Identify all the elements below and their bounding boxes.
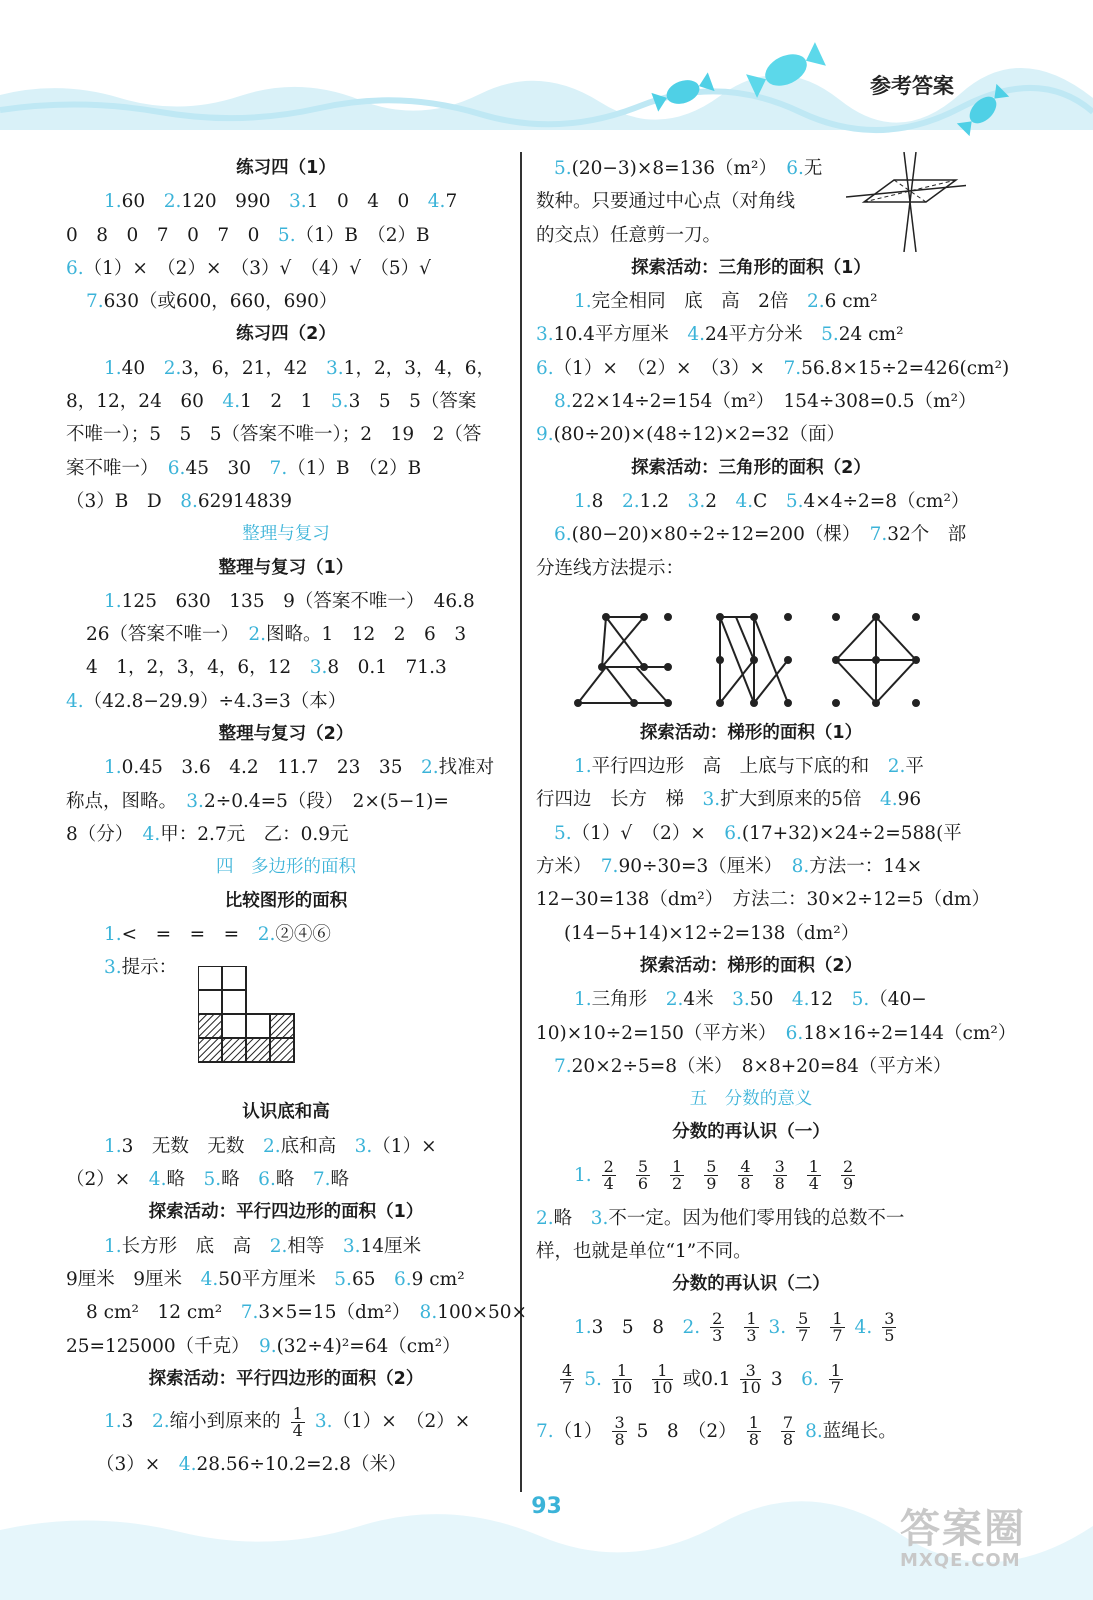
watermark: [900, 1508, 1026, 1571]
fraction: $\frac{1}{7}$: [832, 1309, 843, 1346]
answer-line: 1.3 5 8 2. $\frac{2}{3}$ $\frac{1}{3}$ 3. $\frac{5}{7}$ $\frac{1}{7}$ 4. $\frac{3}{5}$: [574, 1309, 895, 1346]
dot-grid-diagrams: [536, 585, 956, 715]
fraction: $\frac{2}{9}$: [842, 1157, 854, 1194]
section-heading: 分数的再认识（二）: [672, 1274, 830, 1295]
answer-line: 7.630（或600，660，690）: [86, 291, 338, 313]
fraction: $\frac{1}{7}$: [830, 1361, 841, 1398]
answer-line: 25=125000（千克） 9.(32÷4)²=64（cm²）: [66, 1335, 461, 1357]
chapter-heading: 五 分数的意义: [689, 1089, 813, 1110]
column-divider: [520, 152, 522, 1492]
answer-line: 方米） 7.90÷30=3（厘米） 8.方法一：14×: [536, 856, 923, 878]
fraction: $\frac{3}{8}$: [614, 1413, 625, 1450]
dot-figure-2: [717, 614, 791, 706]
answer-line: 1. $\frac{2}{4}$ $\frac{5}{6}$ $\frac{1}{2}$ $\frac{5}{9}$ $\frac{4}{8}$ $\frac{3}{8}$ $\frac{1}{4}$ $\frac{2}{9}$: [536, 1150, 966, 1202]
answer-line: 1.3 无数 无数 2.底和高 3.（1）×: [104, 1135, 437, 1157]
section-heading: 探索活动：三角形的面积（1）: [631, 257, 871, 278]
fraction: $\frac{4}{8}$: [740, 1157, 751, 1194]
fraction: $\frac{7}{8}$: [782, 1413, 794, 1450]
answer-line: 1.60 2.120 990 3.1 0 4 0 4.7: [104, 191, 458, 213]
fraction: $\frac{2}{4}$: [603, 1157, 614, 1194]
fraction: $\frac{5}{9}$: [706, 1157, 717, 1194]
shaded-grid-diagram: [198, 966, 318, 1066]
answer-line: (14−5+14)×12÷2=138（dm²）: [564, 922, 860, 944]
fraction: $\frac{1}{3}$: [746, 1309, 757, 1346]
dot-figure-3: [833, 614, 919, 706]
answer-line: 10)×10÷2=150（平方米） 6.18×16÷2=144（cm²）: [536, 1022, 1017, 1044]
right-column: [536, 152, 1017, 1458]
answer-line: 12−30=138（dm²） 方法二：30×2÷12=5（dm）: [536, 889, 990, 911]
answer-line: 样，也就是单位“1”不同。: [536, 1241, 752, 1263]
answer-line: 7.20×2÷5=8（米） 8×8+20=84（平方米）: [554, 1055, 952, 1077]
answer-line: 3.10.4平方厘米 4.24平方分米 5.24 cm²: [536, 324, 904, 346]
fraction: $\frac{5}{6}$: [637, 1157, 649, 1194]
answer-line: （3）B D 8.62914839: [66, 490, 293, 512]
grid-figure: [66, 984, 506, 1084]
answer-line: 1.完全相同 底 高 2倍 2.6 cm²: [574, 291, 878, 313]
section-heading: 分数的再认识（一）: [672, 1122, 830, 1143]
section-heading: 探索活动：三角形的面积（2）: [631, 457, 871, 478]
answer-line: 4 1，2，3，4，6，12 3.8 0.1 71.3: [86, 657, 447, 679]
answer-line: 6.（1）× （2）× （3）√ （4）√ （5）√: [66, 257, 431, 279]
section-heading: 探索活动：平行四边形的面积（1）: [148, 1202, 424, 1223]
answer-line: 1.3 2.缩小到原来的 $\frac{1}{4}$ 3.（1）× （2）×: [104, 1403, 471, 1440]
answer-line: 分连线方法提示：: [536, 557, 685, 579]
answer-line: 不唯一）；5 5 5（答案不唯一）；2 19 2（答: [66, 424, 482, 446]
answer-line: 案不唯一） 6.45 30 7.（1）B （2）B: [66, 457, 422, 479]
answer-line: 2.略 3.不一定。因为他们零用钱的总数不一: [536, 1207, 905, 1229]
section-heading: 比较图形的面积: [224, 890, 348, 911]
answer-line: 1.三角形 2.4米 3.50 4.12 5.（40−: [574, 989, 927, 1011]
watermark-url: MXQE.COM: [900, 1550, 1021, 1571]
answer-line: 称点，图略。 3.2÷0.4=5（段） 2×(5−1)=: [66, 790, 449, 812]
section-heading: 整理与复习（2）: [218, 724, 354, 745]
parallelogram-cut-diagram: [846, 152, 966, 252]
page-header: [0, 0, 1093, 150]
answer-line: （3）× 4.28.56÷10.2=2.8（米）: [96, 1454, 407, 1476]
answer-line: 6.（1）× （2）× （3）× 7.56.8×15÷2=426(cm²): [536, 357, 1010, 379]
answer-line: 1.平行四边形 高 上底与下底的和 2.平: [574, 756, 924, 778]
answer-line: 8.22×14÷2=154（m²） 154÷308=0.5（m²）: [554, 391, 977, 413]
answer-line: 9厘米 9厘米 4.50平方厘米 5.65 6.9 cm²: [66, 1268, 465, 1290]
answer-line: 3.提示：: [104, 957, 178, 979]
section-heading: 探索活动：梯形的面积（2）: [639, 955, 863, 976]
chapter-heading: 四 多边形的面积: [216, 857, 356, 878]
answer-line: 5.(20−3)×8=136（m²） 6.无: [554, 158, 823, 179]
fraction: $\frac{3}{10}$: [740, 1361, 761, 1398]
section-heading: 探索活动：梯形的面积（1）: [639, 722, 863, 743]
answer-line: 1.< = = = 2.②④⑥: [104, 923, 331, 945]
answer-line: 8，12，24 60 4.1 2 1 5.3 5 5（答案: [66, 391, 477, 413]
dot-connect-figures: [536, 585, 966, 715]
answer-line: （2）× 4.略 5.略 6.略 7.略: [66, 1169, 350, 1191]
answer-line: 数种。只要通过中心点（对角线: [536, 191, 796, 213]
fraction: $\frac{1}{4}$: [808, 1157, 819, 1194]
page-number: 93: [531, 1494, 562, 1519]
answer-line: 8（分） 4.甲：2.7元 乙：0.9元: [66, 823, 349, 845]
fraction: $\frac{1}{8}$: [748, 1413, 759, 1450]
fraction: $\frac{1}{10}$: [652, 1361, 673, 1398]
answer-line: 7.（1） $\frac{3}{8}$ 5 8 （2） $\frac{1}{8}$ $\frac{7}{8}$ 8.蓝绳长。: [536, 1413, 897, 1450]
answer-line: 4.（42.8−29.9）÷4.3=3（本）: [66, 690, 347, 712]
answer-line: $\frac{4}{7}$ 5. $\frac{1}{10}$ $\frac{1}{10}$ 或0.1 $\frac{3}{10}$ 3 6. $\frac{1}{7}$: [562, 1361, 841, 1398]
left-column: [66, 152, 528, 1481]
section-heading: 整理与复习（1）: [218, 557, 354, 578]
section-heading: 练习四（2）: [236, 324, 336, 345]
section-heading: 探索活动：平行四边形的面积（2）: [148, 1368, 424, 1389]
answer-line: 1.8 2.1.2 3.2 4.C 5.4×4÷2=8（cm²）: [574, 490, 970, 512]
fraction: $\frac{1}{2}$: [672, 1157, 683, 1194]
answer-line: 5.（1）√ （2）× 6.(17+32)×24÷2=588(平: [554, 822, 962, 844]
fraction: $\frac{5}{7}$: [798, 1309, 809, 1346]
answer-line: 9.(80÷20)×(48÷12)×2=32（面）: [536, 424, 846, 446]
answer-line: 0 8 0 7 0 7 0 5.（1）B （2）B: [66, 224, 430, 246]
fraction: $\frac{1}{10}$: [611, 1361, 633, 1398]
page-title: 参考答案: [870, 74, 954, 98]
watermark-logo: 答案圈: [900, 1506, 1026, 1552]
answer-line: 的交点）任意剪一刀。: [536, 224, 722, 246]
fraction: $\frac{4}{7}$: [562, 1361, 573, 1398]
answer-line: 行四边 长方 梯 3.扩大到原来的5倍 4.96: [536, 789, 922, 811]
fraction: $\frac{3}{8}$: [774, 1157, 785, 1194]
answer-line: 1.0.45 3.6 4.2 11.7 23 35 2.找准对: [104, 757, 495, 779]
fraction: $\frac{3}{5}$: [884, 1309, 895, 1346]
answer-line: 26（答案不唯一） 2.图略。1 12 2 6 3: [86, 624, 467, 646]
fraction: $\frac{2}{3}$: [712, 1309, 723, 1346]
answer-line: 1.40 2.3，6，21，42 3.1，2，3，4，6，: [104, 357, 496, 379]
section-heading: 练习四（1）: [236, 158, 336, 178]
answer-line: 6.(80−20)×80÷2÷12=200（棵） 7.32个 部: [554, 524, 967, 546]
answer-line: 1.125 630 135 9（答案不唯一） 46.8: [104, 590, 475, 612]
answer-line: 1.长方形 底 高 2.相等 3.14厘米: [104, 1235, 422, 1257]
chapter-heading: 整理与复习: [242, 524, 330, 545]
section-heading: 认识底和高: [242, 1102, 330, 1123]
dot-figure-1: [575, 614, 671, 706]
answer-line: 8 cm² 12 cm² 7.3×5=15（dm²） 8.100×50×: [86, 1302, 528, 1324]
fraction: $\frac{1}{4}$: [292, 1403, 303, 1440]
fraction-list: [592, 1157, 866, 1194]
